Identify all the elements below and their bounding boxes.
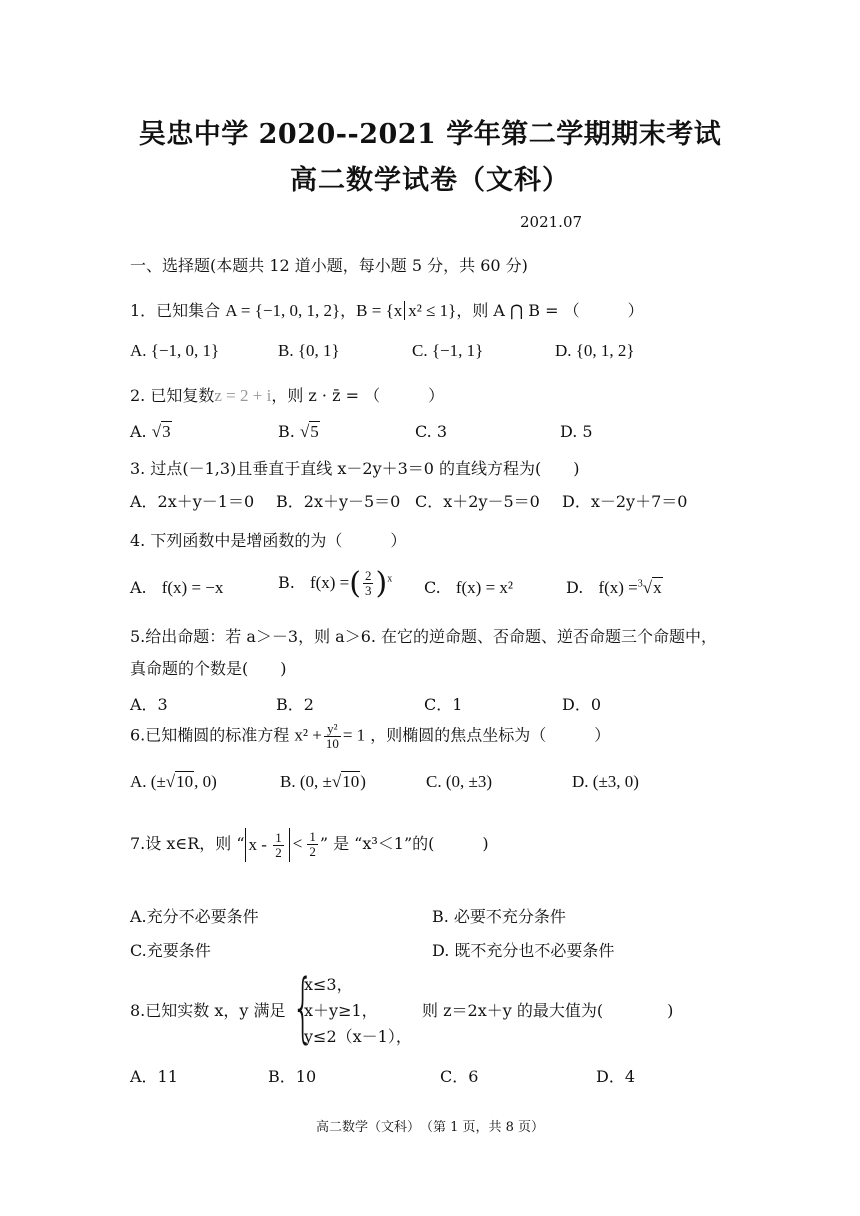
q7-text: 7.设 x∈R，则 “ [130, 834, 245, 853]
q8-sys-line3: y≤2（x－1）， [304, 1027, 412, 1046]
q3-option-b: B．2x＋y－5＝0 [276, 492, 401, 511]
q4-option-d-radicand: x [653, 578, 662, 597]
q4-option-b-exp: x [387, 573, 393, 585]
q6-option-b: B. (0, ±√10) [280, 772, 366, 791]
q4-option-c-expr: f(x) = x² [455, 578, 514, 597]
q1-condition: x² ≤ 1} [404, 301, 456, 320]
q7-option-a: A.充分不必要条件 [130, 907, 259, 926]
exam-date: 2021.07 [520, 213, 583, 231]
q6-option-a-post: , 0) [194, 772, 217, 791]
q5-option-b: B．2 [276, 695, 314, 714]
q1-option-b: B. {0, 1} [278, 341, 340, 360]
q4-option-d-expr: f(x) = [598, 578, 638, 597]
q1-prefix: 1．已知集合 [130, 301, 221, 320]
q2-option-a-label: A. [130, 422, 147, 441]
q2-option-b-radicand: 5 [310, 422, 319, 441]
question-5-line2: 真命题的个数是( ) [130, 659, 287, 678]
q4-option-b: B. f(x) =( $\frac{2}{3}$ )$^x$ [278, 566, 393, 601]
question-7 [130, 824, 489, 864]
q6-num: y² [324, 722, 341, 737]
q8-option-a: A．11 [130, 1067, 178, 1086]
q8-option-c: C．6 [440, 1067, 479, 1086]
q6-option-b-post: ) [360, 772, 366, 791]
q2-option-b: B. √5 [278, 422, 319, 441]
q1-option-d: D. {0, 1, 2} [555, 341, 635, 360]
q6-option-a-radicand: 10 [176, 772, 194, 791]
q5-option-c: C．1 [424, 695, 463, 714]
q4-option-a [130, 578, 223, 598]
q2-option-a-radicand: 3 [162, 422, 171, 441]
q8-brace: { [292, 962, 314, 1051]
q4-option-b-den: 3 [364, 583, 372, 598]
q6-option-b-pre: B. (0, ± [280, 772, 332, 791]
q2-option-a: A. √3 [130, 422, 171, 441]
q8-sys-line1: x≤3， [304, 975, 353, 994]
question-5-line1: 5.给出命题：若 a＞－3，则 a＞6. 在它的逆命题、否命题、逆否命题三个命题中， [130, 627, 718, 646]
exam-subtitle: 高二数学试卷（文科） [290, 165, 570, 196]
q8-sys-line2: x＋y≥1， [304, 1001, 378, 1020]
q1-set-b: B = {x [356, 301, 403, 320]
q1-sep: ， [340, 301, 357, 320]
question-4: 4. 下列函数中是增函数的为（ ） [130, 531, 407, 550]
page-footer: 高二数学（文科） （第 1 页，共 8 页） [315, 1120, 545, 1135]
q2-ask: ，则 z · z̄ = （ ） [271, 386, 445, 405]
q4-option-b-num: 2 [364, 568, 372, 584]
q7-half-num: 1 [275, 830, 282, 846]
q5-option-a: A．3 [130, 695, 168, 714]
question-1 [130, 298, 644, 321]
question-3: 3. 过点(－1,3)且垂直于直线 x－2y＋3＝0 的直线方程为( ) [130, 459, 580, 478]
q2-text: 2. 已知复数 [130, 386, 215, 405]
q7-r-num: 1 [309, 829, 316, 845]
q1-option-a: A. {−1, 0, 1} [130, 341, 220, 360]
q6-text: 6.已知椭圆的标准方程 [130, 725, 290, 745]
q3-option-a: A．2x＋y－1＝0 [130, 492, 255, 511]
q2-option-b-label: B. [278, 422, 295, 441]
q2-option-c: C. 3 [415, 422, 448, 441]
q4-option-d-index: 3 [637, 578, 643, 590]
q1-ask: ，则 A ⋂ B = （ ） [456, 301, 644, 320]
q6-ask: ，则椭圆的焦点坐标为（ ） [370, 725, 611, 745]
q4-option-c-label: C. [424, 578, 441, 597]
q6-option-c: C. (0, ±3) [426, 772, 492, 791]
section-heading: 一、选择题(本题共 12 道小题，每小题 5 分，共 60 分) [130, 256, 528, 275]
q6-option-d: D. (±3, 0) [572, 772, 639, 791]
q1-option-c: C. {−1, 1} [412, 341, 484, 360]
question-8: 8.已知实数 x，y 满足 [130, 1001, 286, 1020]
q2-z: z = 2 + i [214, 386, 272, 405]
q3-option-c: C．x＋2y－5＝0 [415, 492, 540, 511]
q8-ask: 则 z＝2x＋y 的最大值为( ) [422, 1001, 674, 1020]
q1-set-a: A = {−1, 0, 1, 2} [225, 301, 341, 320]
q4-option-b-label: B. [278, 573, 295, 592]
q6-option-b-radicand: 10 [342, 772, 360, 791]
q8-option-d: D．4 [596, 1067, 636, 1086]
q7-option-c: C.充要条件 [130, 941, 211, 960]
question-6 [130, 722, 610, 750]
q6-den: 10 [325, 735, 339, 751]
q5-option-d: D．0 [562, 695, 602, 714]
q6-option-a: A. (±√10, 0) [130, 772, 217, 791]
q7-option-b: B. 必要不充分条件 [432, 907, 566, 926]
q4-option-c [424, 578, 513, 598]
q7-half-den: 2 [275, 845, 282, 861]
q4-option-d-label: D. [566, 578, 584, 597]
q4-option-a-expr: f(x) = −x [161, 578, 224, 597]
q6-option-a-pre: A. (± [130, 772, 166, 791]
q7-r-den: 2 [309, 844, 316, 859]
q7-abs [245, 828, 290, 862]
q7-mid: ” 是 “x³＜1”的( ) [319, 834, 489, 853]
q8-option-b: B．10 [268, 1067, 317, 1086]
q3-option-d: D．x－2y＋7＝0 [562, 492, 688, 511]
exam-title: 吴忠中学 2020--2021 学年第二学期期末考试 [138, 119, 722, 150]
q4-option-d: D. f(x) =$^3$√x [566, 578, 662, 597]
q7-lt: < [292, 834, 303, 853]
q4-option-b-expr: f(x) = [309, 573, 350, 592]
q7-option-d: D. 既不充分也不必要条件 [432, 941, 615, 960]
q8-system [292, 962, 432, 1051]
q7-abs-inner: x - [248, 834, 272, 854]
q6-eq-lhs: x² + [294, 725, 322, 745]
q2-option-d: D. 5 [560, 422, 593, 441]
q6-eq-rhs: = 1 [342, 725, 366, 745]
q4-option-a-label: A. [130, 578, 147, 597]
question-2 [130, 383, 444, 406]
